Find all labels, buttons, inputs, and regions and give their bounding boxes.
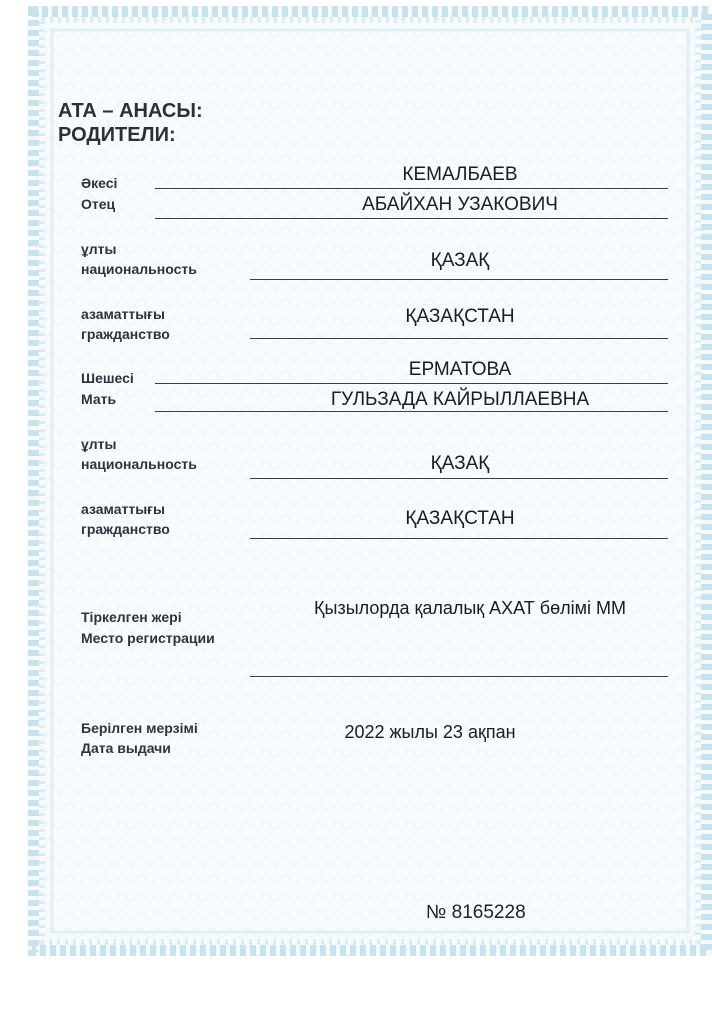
registration-label-ru: Место регистрации — [81, 630, 215, 646]
mother-citizenship-label-ru: гражданство — [81, 521, 170, 537]
father-nationality-line — [250, 279, 668, 280]
mother-surname-line — [155, 383, 668, 384]
mother-nationality-label-ru: национальность — [81, 456, 197, 472]
mother-surname: ЕРМАТОВА — [408, 359, 512, 380]
father-citizenship-label-kz: азаматтығы — [81, 306, 165, 322]
issue-date-label-ru: Дата выдачи — [81, 740, 171, 756]
mother-citizenship-label-kz: азаматтығы — [81, 501, 165, 517]
father-citizenship-line — [250, 338, 668, 339]
mother-nationality-line — [250, 478, 668, 479]
header-line-1: АТА – АНАСЫ: — [58, 100, 203, 122]
mother-nationality-label-kz: ұлты — [81, 436, 117, 452]
mother-nationality: ҚАЗАҚ — [430, 453, 490, 474]
father-citizenship-label-ru: гражданство — [81, 326, 170, 342]
father-surname-line — [155, 188, 668, 189]
mother-given-names: ГУЛЬЗАДА КАЙРЫЛЛАЕВНА — [330, 389, 590, 410]
mother-given-names-line — [155, 411, 668, 412]
father-surname: КЕМАЛБАЕВ — [402, 164, 518, 185]
serial-number: № 8165228 — [426, 902, 526, 923]
father-nationality-label-ru: национальность — [81, 261, 197, 277]
father-given-names-line — [155, 218, 668, 219]
mother-citizenship-line — [250, 538, 668, 539]
guilloche-background — [28, 6, 712, 956]
mother-citizenship: ҚАЗАҚСТАН — [405, 508, 515, 529]
issue-date: 2022 жылы 23 ақпан — [344, 722, 516, 742]
mother-label-kz: Шешесі — [81, 370, 134, 386]
father-label-kz: Әкесі — [81, 175, 118, 191]
mother-label-ru: Мать — [81, 391, 117, 407]
father-nationality: ҚАЗАҚ — [430, 250, 490, 271]
header-line-2: РОДИТЕЛИ: — [58, 124, 176, 146]
registration-label-kz: Тіркелген жері — [81, 609, 182, 625]
certificate-page — [28, 6, 712, 956]
father-citizenship: ҚАЗАҚСТАН — [405, 306, 515, 327]
registration-place: Қызылорда қалалық АХАТ бөлімі ММ — [314, 598, 626, 618]
issue-date-label-kz: Берілген мерзімі — [81, 720, 198, 736]
father-given-names: АБАЙХАН УЗАКОВИЧ — [362, 194, 558, 215]
father-label-ru: Отец — [81, 196, 116, 212]
father-nationality-label-kz: ұлты — [81, 241, 117, 257]
registration-line — [250, 676, 668, 677]
